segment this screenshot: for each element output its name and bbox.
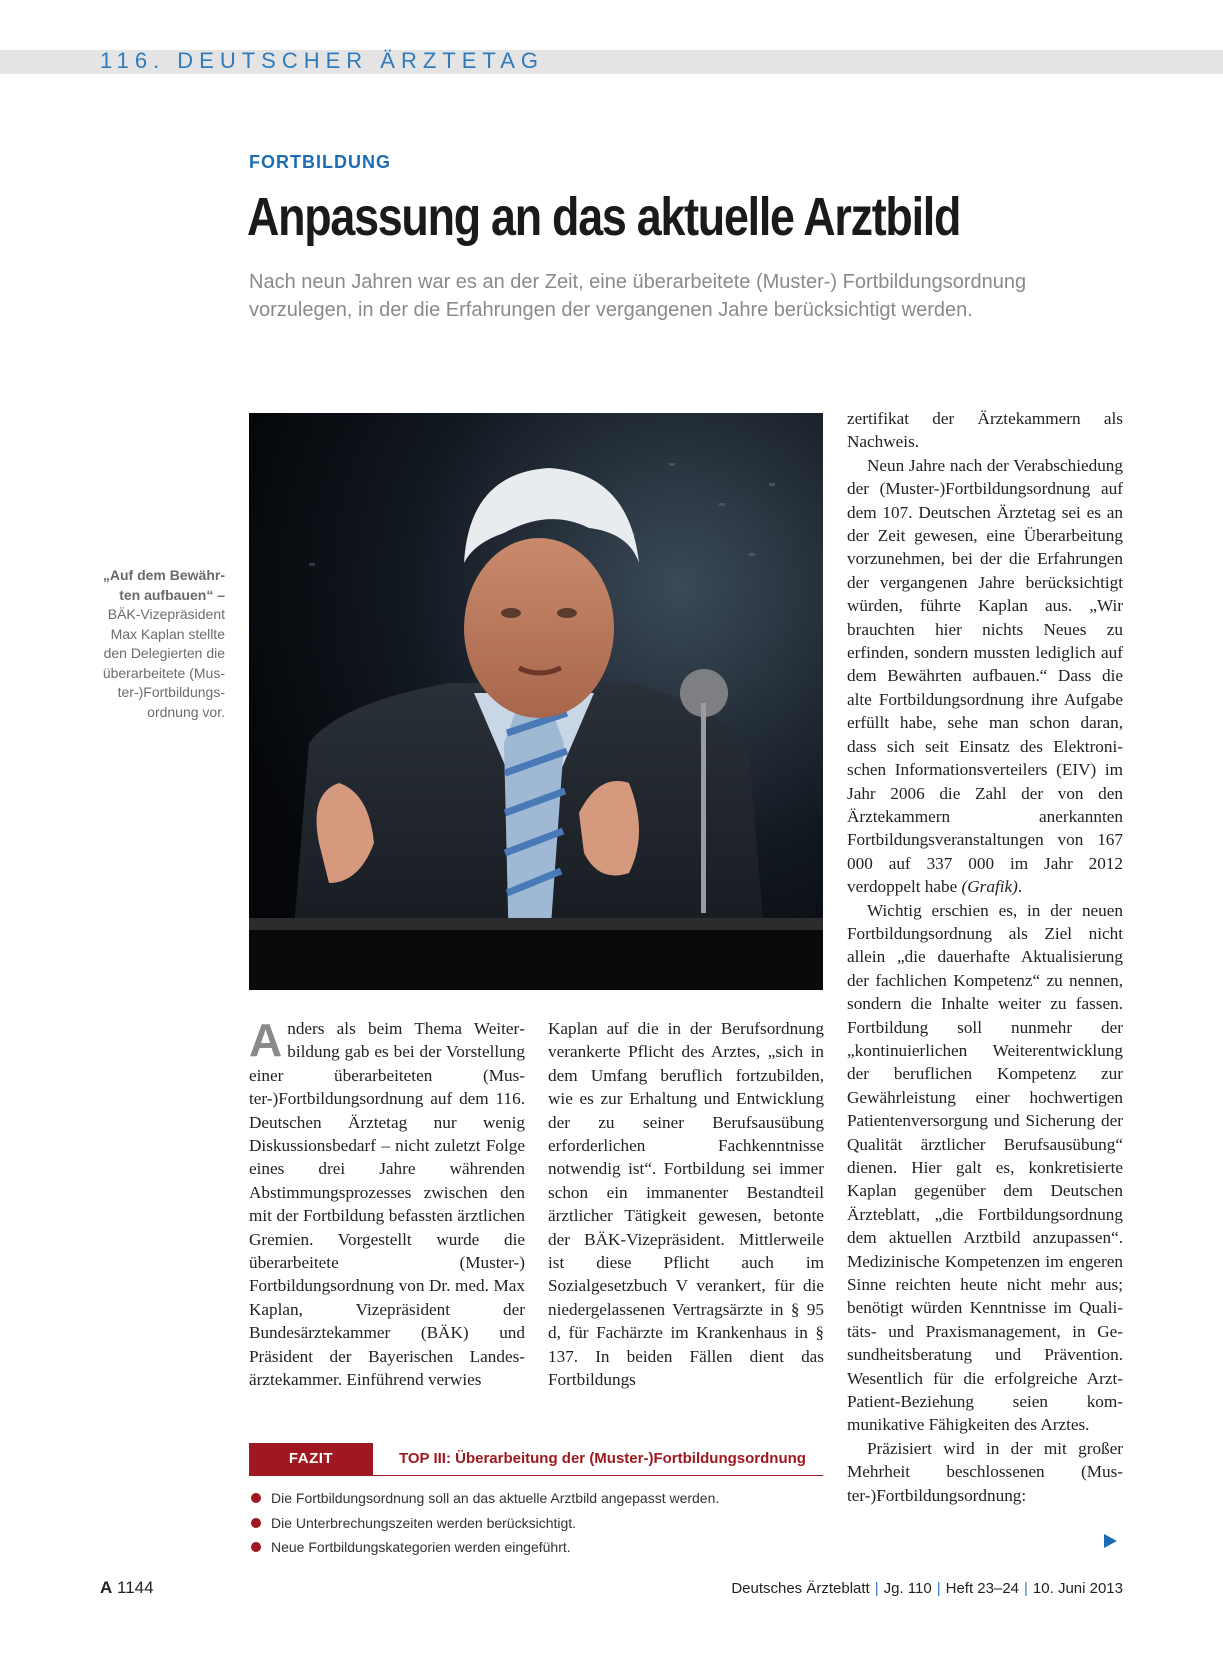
issue-date: 10. Juni 2013 [1032,1580,1123,1597]
fazit-item-text: Die Fortbildungsordnung soll an das aktuelle Arztbild angepasst werden. [271,1490,720,1506]
column-3-paragraph-1: zertifikat der Ärztekammern als Nachweis. [847,409,1123,452]
footer-separator: | [936,1580,941,1597]
fazit-item-text: Neue Fortbildungskategorien werden eingeführt. [271,1539,571,1555]
journal-volume: Jg. 110 [883,1580,932,1597]
photo-caption [88,566,225,722]
journal-issue: Heft 23–24 [945,1580,1020,1597]
fazit-list [249,1486,719,1560]
red-dot-bullet-icon [251,1518,261,1528]
red-dot-bullet-icon [251,1493,261,1503]
photo-caption-text: BÄK-Vizepräsident Max Kaplan stellte den Delegierten die überarbeitete (Muster-)Fortbildungsordnung vor. [102,606,225,720]
fazit-label: FAZIT [249,1443,373,1475]
column-3-paragraph-2-text: Neun Jahre nach der Verabschiedung der (Muster-)Fortbildungsordnung auf dem 107. Deutschen Ärztetag sei es an der Zeit gewesen, eine Überarbeitung vorzunehmen, bei der die Erfahrungen der vergangenen Jahre berücksichtigt würden, führte Kaplan aus. „Wir brauchten hier nichts Neues zu erfinden, sondern mussten lediglich auf dem Bewährten aufbauen.“ Dass die alte Fortbildungsordnung ihre Aufgabe erfüllt habe, sehe man schon daran, dass sich seit Einsatz des Elektronischen Informationsverteilers (EIV) im Jahr 2006 die Zahl der von den Ärztekammern anerkannten Fortbildungsveranstaltungen von 167 000 auf 337 000 im Jahr 2012 verdoppelt habe [847,455,1123,897]
page-number [100,1578,154,1598]
page-number-value: 1144 [117,1578,154,1597]
continue-arrow-icon [1104,1534,1117,1548]
column-2-text: Kaplan auf die in der Berufsordnung verankerte Pflicht des Arztes, „sich in dem Umfang beruflich fortzubilden, wie es zur Erhaltung und Entwicklung der zu seiner Berufsausübung erforderlichen Fachkenntnisse notwendig ist“. Fortbildung sei immer schon ein immanenter Bestandteil ärztlicher Tätigkeit gewesen, betonte der BÄK-Vizepräsident. Mittlerweile ist diese Pflicht auch im Sozialgesetzbuch V verankert, für die niedergelassenen Vertragsärzte in § 95 d, für Fachärzte im Krankenhaus in § 137. In beiden Fällen dient das Fortbildungs [548,1019,824,1390]
journal-name: Deutsches Ärzteblatt [731,1580,870,1597]
footer-meta [731,1580,1123,1597]
photo-caption-head: „Auf dem Bewährten aufbauen“ – [102,567,225,603]
page-prefix: A [100,1578,113,1597]
fazit-item [249,1535,719,1560]
article-column-3 [847,407,1123,1507]
section-title: 116. DEUTSCHER ÄRZTETAG [100,48,545,73]
footer-separator: | [1024,1580,1028,1597]
column-3-paragraph-4: Präzisiert wird in der mit großer Mehrheit beschlossenen (Muster-)Fortbildungsordnung: [847,1438,1123,1505]
article-headline: Anpassung an das aktuelle Arztbild [247,187,961,247]
footer-separator: | [874,1580,879,1597]
article-kicker: FORTBILDUNG [249,152,391,172]
grafik-reference: (Grafik) [961,877,1018,897]
drop-cap: A [249,1014,283,1066]
column-3-paragraph-3: Wichtig erschien es, in der neuen Fortbildungsordnung als Ziel nicht allein „die dauerhafte Aktualisierung der fachlichen Kompetenz“ zu nennen, sondern die Inhalte weiter zu fassen. Fortbildung soll nunmehr der „kontinuierlichen Weiterentwicklung der beruflichen Kompetenz zur Gewährleistung einer hochwertigen Patientenversorgung und Sicherung der Qualität ärztlicher Berufsausübung“ dienen. Hier galt es, konkretisierte Kaplan gegenüber dem Deutschen Ärzteblatt, „die Fortbildungsordnung dem aktuellen Arztbild anzupassen“. Medizinische Kompetenzen im engeren Sinne reichten heute nicht mehr aus; benötigt würden Kenntnisse im Qualitäts- und Praxismanagement, in Gesundheitsberatung und Prävention. Wesentlich für die erfolgreiche Arzt-Patient-Beziehung seien kommunikative Fähigkeiten des Arztes. [847,900,1123,1435]
fazit-title: TOP III: Überarbeitung der (Muster-)Fortbildungsordnung [399,1450,806,1467]
article-column-2 [548,1017,824,1392]
red-dot-bullet-icon [251,1542,261,1552]
article-lead: Nach neun Jahren war es an der Zeit, eine überarbeitete (Muster-) Fortbildungsordnung vorzulegen, in der die Erfahrungen der vergangenen Jahre berücksichtigt werden. [249,271,1027,321]
fazit-item-text: Die Unterbrechungszeiten werden berücksichtigt. [271,1514,577,1531]
fazit-box-header [249,1443,823,1476]
article-column-1 [249,1014,525,1392]
column-1-text: nders als beim Thema Weiterbildung gab es bei der Vorstellung einer überarbeiteten (Muster-)Fortbildungsordnung auf dem 116. Deutschen Ärztetag nur wenig Diskussionsbedarf – nicht zuletzt Folge eines drei Jahre währenden Abstimmungsprozesses zwischen den mit der Fortbildung befassten ärztlichen Gremien. Vorgestellt wurde die überarbeitete (Muster-) Fortbildungsordnung von Dr. med. Max Kaplan, Vizepräsident der Bundesärztekammer (BÄK) und Präsident der Bayerischen Landesärztekammer. Einführend verwies [249,1019,525,1390]
column-3-paragraph-2 [847,454,1123,899]
fazit-item [249,1486,719,1511]
fazit-item [249,1511,719,1536]
speaker-photo [249,413,823,990]
column-3-paragraph-2-end: . [1017,877,1023,897]
